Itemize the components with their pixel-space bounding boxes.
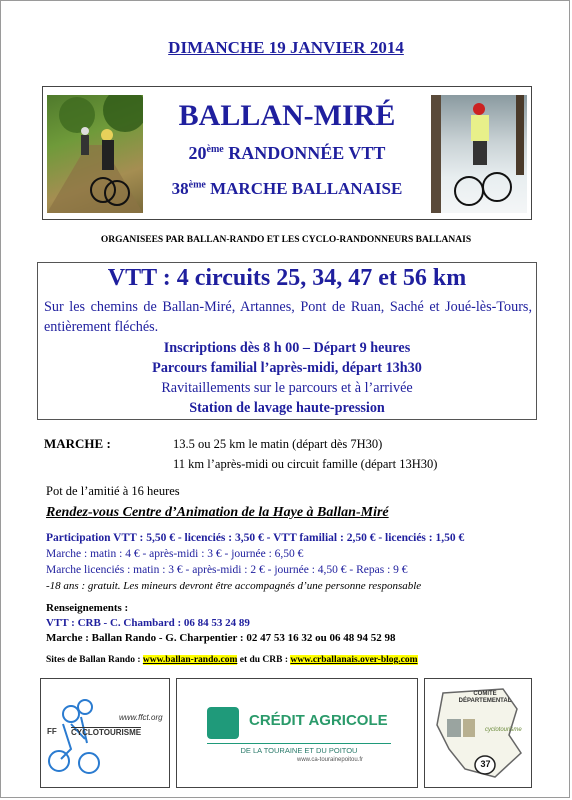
event-date: DIMANCHE 19 JANVIER 2014 [168, 38, 404, 57]
sites-line: Sites de Ballan Rando : www.ballan-rando.com et du CRB : www.crballanais.over-blog.com [46, 655, 418, 665]
credit-agricole-emblem-icon [207, 707, 239, 739]
participation-licencies: Marche licenciés : matin : 3 € - après-midi : 2 € - journée : 4,50 € - Repas : 9 € [46, 564, 408, 576]
renseignements-marche: Marche : Ballan Rando - G. Charpentier : 02 47 53 16 32 ou 06 48 94 52 98 [46, 632, 396, 644]
vtt-title: VTT : 4 circuits 25, 34, 47 et 56 km [107, 265, 467, 291]
participation-vtt: Participation VTT : 5,50 € - licenciés : 3,50 € - VTT familial : 2,50 € - licenciés : 1,50 € [46, 532, 465, 544]
pot-amitie: Pot de l’amitié à 16 heures [46, 484, 180, 498]
rendezvous: Rendez-vous Centre d’Animation de la Haye à Ballan-Miré [46, 505, 389, 520]
organisers-line: ORGANISEES PAR BALLAN-RANDO ET LES CYCLO-RANDONNEURS BALLANAIS [100, 235, 472, 245]
town-title: BALLAN-MIRÉ [178, 99, 396, 132]
vtt-paths: Sur les chemins de Ballan-Miré, Artannes, Pont de Ruan, Saché et Joué-lès-Tours, entièrement fléchés. [44, 299, 532, 335]
vtt-inscriptions: Inscriptions dès 8 h 00 – Départ 9 heures [163, 340, 411, 356]
vtt-familial: Parcours familial l’après-midi, départ 13h30 [152, 360, 422, 376]
marche-edition-title: 38ème MARCHE BALLANAISE [171, 179, 403, 198]
participation-marche: Marche : matin : 4 € - après-midi : 3 € - journée : 6,50 € [46, 548, 304, 560]
vtt-edition-title: 20ème RANDONNÉE VTT [188, 143, 386, 163]
vtt-lavage: Station de lavage haute-pression [189, 400, 385, 416]
comite-departemental-logo: COMITE DÉPARTEMENTAL cyclotourisme 37 [424, 678, 532, 788]
marche-line-2: 11 km l’après-midi ou circuit famille (départ 13H30) [173, 457, 438, 471]
ballan-rando-link[interactable]: www.ballan-rando.com [142, 655, 238, 665]
marche-line-1: 13.5 ou 25 km le matin (départ dès 7H30) [173, 437, 383, 451]
renseignements-label: Renseignements : [46, 602, 129, 614]
ffct-logo: www.ffct.org FF CYCLOTOURISME [40, 678, 170, 788]
participation-mineurs: -18 ans : gratuit. Les mineurs devront être accompagnés d’une personne responsable [46, 580, 422, 592]
vtt-box [37, 262, 537, 420]
marche-label: MARCHE : [44, 436, 111, 451]
header-box [42, 86, 532, 220]
renseignements-vtt: VTT : CRB - C. Chambard : 06 84 53 24 89 [46, 617, 250, 629]
vtt-ravitaillements: Ravitaillements sur le parcours et à l’arrivée [161, 380, 413, 396]
credit-agricole-logo: CRÉDIT AGRICOLE DE LA TOURAINE ET DU POITOU www.ca-tourainepoitou.fr [176, 678, 418, 788]
crb-blog-link[interactable]: www.crballanais.over-blog.com [290, 655, 418, 665]
